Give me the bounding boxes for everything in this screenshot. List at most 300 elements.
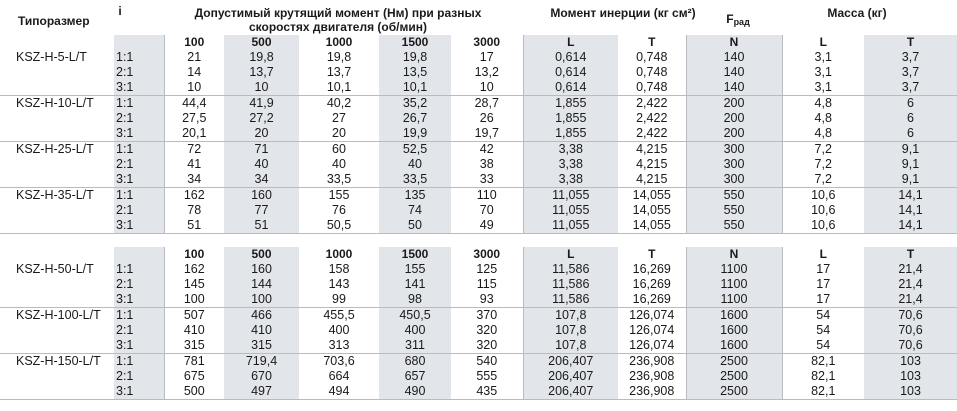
model-cell: [0, 384, 114, 400]
model-cell: [0, 338, 114, 354]
value-cell: 110: [451, 188, 523, 204]
value-cell: 17: [782, 292, 864, 308]
value-cell: 40,2: [326, 96, 352, 110]
value-cell: 26,7: [379, 111, 451, 126]
value-cell: 11,586: [523, 262, 618, 277]
value-cell: 27,5: [182, 111, 207, 125]
table-row: [0, 126, 957, 142]
value-cell: 77: [224, 203, 299, 218]
empty-cell: [0, 35, 114, 50]
value-cell: 300: [686, 157, 782, 172]
value-cell: 74: [379, 203, 451, 218]
model-cell: [0, 80, 114, 96]
force-header: [718, 12, 758, 29]
value-cell: 4,8: [814, 111, 832, 125]
value-cell: 54: [816, 308, 831, 322]
value-cell: 550: [686, 218, 782, 234]
value-cell: 703,6: [323, 354, 355, 368]
value-cell: 9,1: [864, 157, 957, 172]
value-cell: 162: [183, 262, 205, 276]
value-cell: 4,215: [618, 142, 686, 158]
value-cell: 17: [816, 277, 831, 291]
value-cell: 26: [451, 111, 523, 126]
value-cell: 140: [686, 65, 782, 80]
value-cell: 16,269: [618, 277, 686, 292]
value-cell: 4,8: [782, 126, 864, 142]
value-cell: 400: [328, 323, 350, 337]
speed-1000: 1000: [325, 247, 353, 261]
inertia-l-header: L: [523, 35, 618, 50]
value-cell: 21,4: [864, 292, 957, 308]
value-cell: 410: [183, 323, 205, 337]
speed-500: 500: [224, 247, 299, 262]
speed-3000: 3000: [451, 35, 523, 50]
value-cell: 40: [224, 157, 299, 172]
value-cell: 33: [451, 172, 523, 188]
value-cell: 16,269: [618, 262, 686, 277]
value-cell: 76: [332, 203, 346, 217]
value-cell: 500: [164, 384, 224, 400]
table-row: [0, 142, 957, 158]
value-cell: 9,1: [864, 172, 957, 188]
table-row: [0, 188, 957, 204]
value-cell: 200: [686, 96, 782, 112]
size-header: Типоразмер: [18, 14, 90, 28]
value-cell: 50,5: [299, 218, 379, 234]
value-cell: 14,1: [864, 203, 957, 218]
value-cell: 435: [451, 384, 523, 400]
value-cell: 11,586: [523, 292, 618, 308]
value-cell: 236,908: [618, 354, 686, 370]
value-cell: 455,5: [323, 308, 355, 322]
ratio-cell: 2:1: [114, 65, 164, 80]
value-cell: 1600: [686, 323, 782, 338]
value-cell: 19,8: [224, 50, 299, 65]
value-cell: 0,748: [618, 65, 686, 80]
ratio-cell: 2:1: [114, 277, 164, 292]
value-cell: 1,855: [523, 111, 618, 126]
value-cell: 14,1: [864, 218, 957, 234]
value-cell: 10: [164, 80, 224, 96]
value-cell: 155: [328, 188, 350, 202]
value-cell: 71: [224, 142, 299, 158]
value-cell: 0,614: [523, 80, 618, 96]
value-cell: 40: [379, 157, 451, 172]
value-cell: 28,7: [451, 96, 523, 112]
value-cell: 158: [328, 262, 350, 276]
mass-t-header: T: [864, 35, 957, 50]
value-cell: 200: [686, 111, 782, 126]
value-cell: 34: [164, 172, 224, 188]
value-cell: 17: [816, 262, 831, 276]
value-cell: 7,2: [814, 157, 832, 171]
mass-l-header: L: [819, 247, 827, 261]
speed-100: 100: [184, 35, 205, 49]
value-cell: 490: [379, 384, 451, 400]
value-cell: 10: [451, 80, 523, 96]
value-cell: 313: [299, 338, 379, 354]
table-row: [0, 308, 957, 324]
value-cell: 320: [451, 323, 523, 338]
value-cell: 300: [686, 142, 782, 158]
table-row: [0, 384, 957, 400]
value-cell: 2,422: [618, 111, 686, 126]
value-cell: 206,407: [523, 384, 618, 400]
value-cell: 236,908: [618, 384, 686, 400]
value-cell: 3,1: [814, 50, 832, 64]
value-cell: 135: [379, 188, 451, 204]
value-cell: 1600: [686, 308, 782, 324]
value-cell: 107,8: [523, 308, 618, 324]
torque-table-2: [0, 247, 957, 400]
value-cell: 14,1: [864, 188, 957, 204]
value-cell: 11,586: [523, 277, 618, 292]
ratio-cell: 3:1: [114, 338, 164, 354]
value-cell: 206,407: [523, 354, 618, 370]
value-cell: 4,215: [618, 172, 686, 188]
value-cell: 14,055: [618, 188, 686, 204]
value-cell: 6: [864, 111, 957, 126]
value-cell: 20: [224, 126, 299, 142]
value-cell: 0,614: [523, 65, 618, 80]
model-cell: [0, 157, 114, 172]
value-cell: 19,7: [451, 126, 523, 142]
ratio-cell: 1:1: [114, 96, 164, 112]
value-cell: 3,7: [864, 65, 957, 80]
value-cell: 34: [224, 172, 299, 188]
value-cell: 3,1: [814, 65, 832, 79]
value-cell: 107,8: [523, 323, 618, 338]
value-cell: 0,748: [618, 80, 686, 96]
table-row: [0, 96, 957, 112]
table-row: [0, 50, 957, 65]
ratio-cell: 1:1: [114, 188, 164, 204]
ratio-cell: 3:1: [114, 384, 164, 400]
table-row: [0, 338, 957, 354]
value-cell: 41,9: [224, 96, 299, 112]
value-cell: 2,422: [618, 126, 686, 142]
force-unit-header: N: [686, 35, 782, 50]
table-row: [0, 277, 957, 292]
model-cell: KSZ-H-100-L/T: [16, 308, 101, 322]
force-unit-header: N: [686, 247, 782, 262]
value-cell: 4,8: [814, 96, 832, 110]
value-cell: 1100: [686, 277, 782, 292]
value-cell: 82,1: [811, 354, 836, 368]
table-row: [0, 369, 957, 384]
value-cell: 19,8: [326, 50, 352, 64]
speed-1000: 1000: [325, 35, 353, 49]
value-cell: 2500: [686, 354, 782, 370]
value-cell: 410: [224, 323, 299, 338]
value-cell: 70,6: [864, 338, 957, 354]
value-cell: 33,5: [379, 172, 451, 188]
value-cell: 719,4: [224, 354, 299, 370]
value-cell: 93: [451, 292, 523, 308]
ratio-cell: 1:1: [114, 50, 164, 65]
table-row: [0, 354, 957, 370]
ratio-cell: 2:1: [114, 323, 164, 338]
value-cell: 2500: [686, 369, 782, 384]
value-cell: 6: [864, 126, 957, 142]
value-cell: 50: [379, 218, 451, 234]
value-cell: 17: [451, 50, 523, 65]
value-cell: 27: [332, 111, 346, 125]
value-cell: 11,055: [523, 203, 618, 218]
value-cell: 33,5: [299, 172, 379, 188]
model-cell: KSZ-H-5-L/T: [16, 50, 87, 64]
value-cell: 657: [379, 369, 451, 384]
model-cell: [0, 218, 114, 234]
value-cell: 16,269: [618, 292, 686, 308]
speed-1500: 1500: [379, 247, 451, 262]
value-cell: 13,2: [451, 65, 523, 80]
value-cell: 20: [299, 126, 379, 142]
model-cell: KSZ-H-10-L/T: [16, 96, 94, 110]
value-cell: 44,4: [182, 96, 207, 110]
value-cell: 35,2: [379, 96, 451, 112]
value-cell: 3,7: [864, 50, 957, 65]
model-cell: [0, 172, 114, 188]
value-cell: 10,1: [379, 80, 451, 96]
speed-500: 500: [224, 35, 299, 50]
inertia-header: Момент инерции (кг см²): [550, 6, 696, 20]
value-cell: 14: [187, 65, 202, 79]
value-cell: 107,8: [523, 338, 618, 354]
table-row: [0, 262, 957, 277]
value-cell: 664: [328, 369, 350, 383]
value-cell: 9,1: [864, 142, 957, 158]
empty-cell: [114, 247, 164, 262]
table-row: [0, 80, 957, 96]
value-cell: 555: [451, 369, 523, 384]
value-cell: 7,2: [782, 172, 864, 188]
value-cell: 13,5: [379, 65, 451, 80]
model-cell: KSZ-H-50-L/T: [16, 262, 94, 276]
value-cell: 675: [183, 369, 205, 383]
value-cell: 126,074: [618, 323, 686, 338]
value-cell: 3,38: [523, 172, 618, 188]
value-cell: 54: [782, 338, 864, 354]
ratio-cell: 3:1: [114, 172, 164, 188]
value-cell: 206,407: [523, 369, 618, 384]
value-cell: 98: [379, 292, 451, 308]
value-cell: 7,2: [814, 142, 832, 156]
value-cell: 10: [224, 80, 299, 96]
model-cell: [0, 126, 114, 142]
table-row: [0, 172, 957, 188]
ratio-cell: 3:1: [114, 126, 164, 142]
ratio-cell: 3:1: [114, 80, 164, 96]
value-cell: 550: [686, 188, 782, 204]
value-cell: 160: [224, 188, 299, 204]
value-cell: 450,5: [379, 308, 451, 324]
ratio-cell: 2:1: [114, 203, 164, 218]
value-cell: 11,055: [523, 218, 618, 234]
value-cell: 680: [379, 354, 451, 370]
value-cell: 14,055: [618, 218, 686, 234]
value-cell: 370: [451, 308, 523, 324]
speed-3000: 3000: [451, 247, 523, 262]
ratio-cell: 2:1: [114, 369, 164, 384]
table-row: [0, 157, 957, 172]
value-cell: 311: [379, 338, 451, 354]
value-cell: 540: [451, 354, 523, 370]
table-row: [0, 65, 957, 80]
value-cell: 51: [224, 218, 299, 234]
value-cell: 466: [224, 308, 299, 324]
value-cell: 141: [379, 277, 451, 292]
value-cell: 10,6: [811, 188, 836, 202]
value-cell: 6: [864, 96, 957, 112]
value-cell: 13,7: [326, 65, 352, 79]
ratio-cell: 1:1: [114, 142, 164, 158]
value-cell: 103: [864, 369, 957, 384]
speed-1500: 1500: [379, 35, 451, 50]
value-cell: 21,4: [864, 262, 957, 277]
value-cell: 200: [686, 126, 782, 142]
model-cell: [0, 65, 114, 80]
torque-table-1: [0, 35, 957, 234]
value-cell: 315: [164, 338, 224, 354]
model-cell: [0, 292, 114, 308]
ratio-header: i: [118, 4, 122, 18]
mass-t-header: T: [864, 247, 957, 262]
value-cell: 143: [328, 277, 350, 291]
value-cell: 72: [187, 142, 202, 156]
value-cell: 315: [224, 338, 299, 354]
value-cell: 781: [183, 354, 205, 368]
value-cell: 3,38: [523, 157, 618, 172]
value-cell: 115: [451, 277, 523, 292]
value-cell: 0,614: [523, 50, 618, 65]
value-cell: 78: [187, 203, 202, 217]
value-cell: 3,38: [523, 142, 618, 158]
value-cell: 103: [864, 354, 957, 370]
value-cell: 60: [332, 142, 346, 156]
inertia-t-header: T: [618, 247, 686, 262]
value-cell: 155: [379, 262, 451, 277]
value-cell: 125: [451, 262, 523, 277]
value-cell: 1600: [686, 338, 782, 354]
value-cell: 497: [224, 384, 299, 400]
inertia-t-header: T: [618, 35, 686, 50]
model-cell: KSZ-H-150-L/T: [16, 354, 101, 368]
force-header-sub: рад: [733, 17, 750, 27]
value-cell: 3,7: [864, 80, 957, 96]
force-header-main: F: [726, 12, 734, 26]
value-cell: 1,855: [523, 126, 618, 142]
value-cell: 3,1: [782, 80, 864, 96]
value-cell: 100: [164, 292, 224, 308]
value-cell: 126,074: [618, 338, 686, 354]
value-cell: 19,8: [379, 50, 451, 65]
empty-cell: [0, 247, 114, 262]
value-cell: 10,6: [782, 218, 864, 234]
torque-header: Допустимый крутящий момент (Нм) при разных скоростях двигателя (об/мин): [194, 6, 482, 34]
value-cell: 103: [864, 384, 957, 400]
value-cell: 11,055: [523, 188, 618, 204]
table-row: [0, 218, 957, 234]
model-cell: [0, 111, 114, 126]
value-cell: 41: [187, 157, 202, 171]
model-cell: KSZ-H-25-L/T: [16, 142, 94, 156]
value-cell: 1100: [686, 262, 782, 277]
inertia-l-header: L: [523, 247, 618, 262]
value-cell: 100: [224, 292, 299, 308]
value-cell: 13,7: [224, 65, 299, 80]
value-cell: 160: [224, 262, 299, 277]
ratio-cell: 3:1: [114, 292, 164, 308]
value-cell: 300: [686, 172, 782, 188]
value-cell: 20,1: [164, 126, 224, 142]
value-cell: 2500: [686, 384, 782, 400]
value-cell: 54: [816, 323, 831, 337]
value-cell: 49: [451, 218, 523, 234]
value-cell: 38: [451, 157, 523, 172]
value-cell: 82,1: [782, 384, 864, 400]
speed-header-row: [0, 35, 957, 50]
model-cell: [0, 277, 114, 292]
model-cell: [0, 369, 114, 384]
value-cell: 320: [451, 338, 523, 354]
ratio-cell: 2:1: [114, 111, 164, 126]
speed-header-row: [0, 247, 957, 262]
value-cell: 670: [224, 369, 299, 384]
value-cell: 1,855: [523, 96, 618, 112]
value-cell: 42: [451, 142, 523, 158]
value-cell: 236,908: [618, 369, 686, 384]
ratio-cell: 3:1: [114, 218, 164, 234]
value-cell: 21,4: [864, 277, 957, 292]
ratio-cell: 2:1: [114, 157, 164, 172]
empty-cell: [114, 35, 164, 50]
speed-100: 100: [184, 247, 205, 261]
ratio-cell: 1:1: [114, 262, 164, 277]
table-row: [0, 203, 957, 218]
value-cell: 40: [332, 157, 346, 171]
mass-l-header: L: [819, 35, 827, 49]
value-cell: 550: [686, 203, 782, 218]
value-cell: 162: [183, 188, 205, 202]
table-row: [0, 111, 957, 126]
value-cell: 21: [187, 50, 202, 64]
ratio-cell: 1:1: [114, 308, 164, 324]
value-cell: 494: [299, 384, 379, 400]
value-cell: 144: [224, 277, 299, 292]
model-cell: [0, 323, 114, 338]
model-cell: KSZ-H-35-L/T: [16, 188, 94, 202]
value-cell: 1100: [686, 292, 782, 308]
value-cell: 2,422: [618, 96, 686, 112]
value-cell: 4,215: [618, 157, 686, 172]
model-cell: [0, 203, 114, 218]
value-cell: 507: [183, 308, 205, 322]
value-cell: 70,6: [864, 323, 957, 338]
value-cell: 126,074: [618, 308, 686, 324]
value-cell: 10,6: [811, 203, 836, 217]
value-cell: 52,5: [379, 142, 451, 158]
table-row: [0, 292, 957, 308]
value-cell: 140: [686, 80, 782, 96]
value-cell: 19,9: [379, 126, 451, 142]
value-cell: 70,6: [864, 308, 957, 324]
value-cell: 10,1: [299, 80, 379, 96]
ratio-cell: 1:1: [114, 354, 164, 370]
mass-header: Масса (кг): [827, 6, 887, 20]
value-cell: 82,1: [811, 369, 836, 383]
value-cell: 27,2: [224, 111, 299, 126]
